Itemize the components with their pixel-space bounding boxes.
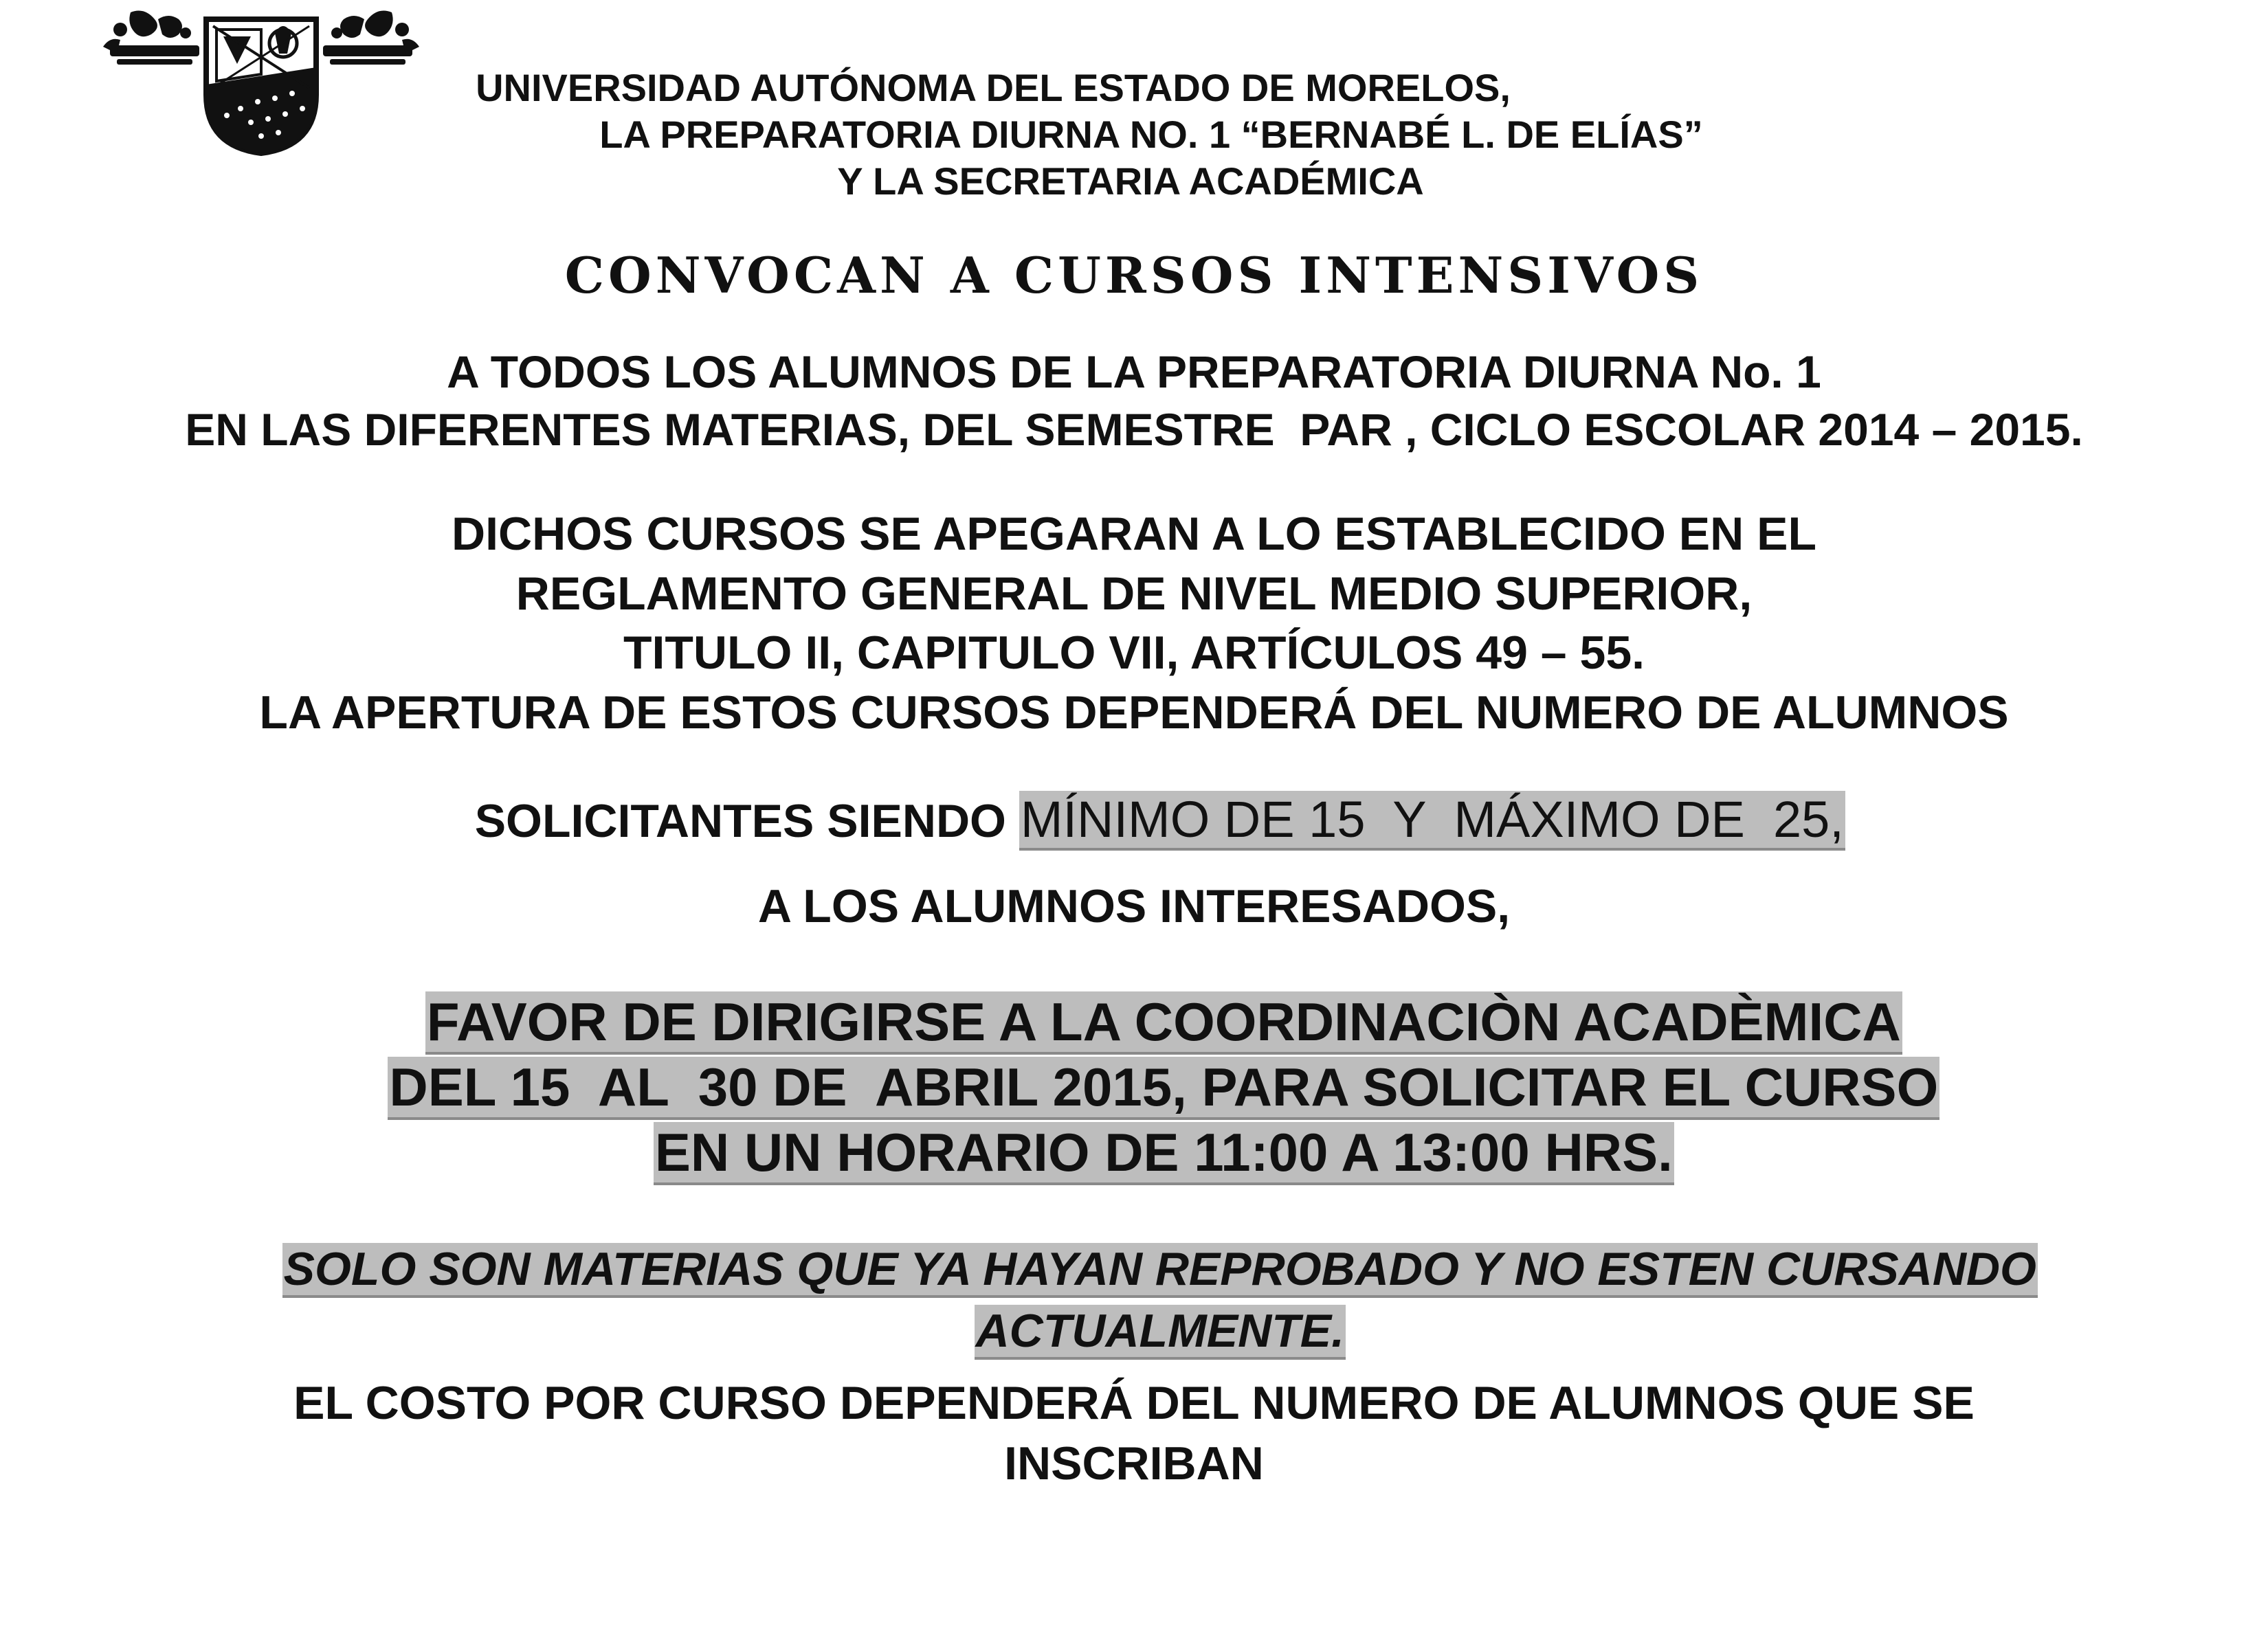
note-highlight-1: SOLO SON MATERIAS QUE YA HAYAN REPROBADO Y NO ESTEN CURSANDO bbox=[283, 1243, 2036, 1295]
header-line-1: UNIVERSIDAD AUTÓNOMA DEL ESTADO DE MORELOS, bbox=[476, 66, 1511, 109]
header-line-2: LA PREPARATORIA DIURNA NO. 1 “BERNABÉ L. DE ELÍAS” bbox=[599, 113, 1703, 156]
min-max-highlight: MÍNIMO DE 15 Y MÁXIMO DE 25, bbox=[1020, 791, 1844, 848]
rules-line-5 bbox=[0, 748, 2268, 892]
ornament-left bbox=[103, 11, 199, 65]
rules-line-3: TITULO II, CAPITULO VII, ARTÍCULOS 49 – 55. bbox=[623, 627, 1645, 679]
rules-line-2: REGLAMENTO GENERAL DE NIVEL MEDIO SUPERIOR, bbox=[515, 568, 1753, 620]
rules-line-5-prefix: SOLICITANTES SIENDO bbox=[474, 795, 1019, 847]
audience-line-1: A TODOS LOS ALUMNOS DE LA PREPARATORIA DIURNA No. 1 bbox=[447, 346, 1821, 397]
coordination-highlight: FAVOR DE DIRIGIRSE A LA COORDINACIÒN ACADÈMICA bbox=[426, 991, 1901, 1052]
rules-line-1: DICHOS CURSOS SE APEGARAN A LO ESTABLECIDO EN EL bbox=[451, 508, 1816, 560]
header-line-3: Y LA SECRETARIA ACADÉMICA bbox=[837, 159, 1424, 203]
shield bbox=[206, 19, 316, 153]
dates-highlight: DEL 15 AL 30 DE ABRIL 2015, PARA SOLICITAR EL CURSO bbox=[389, 1057, 1939, 1117]
note-highlight-2: ACTUALMENTE. bbox=[975, 1305, 1344, 1357]
rules-line-4: LA APERTURA DE ESTOS CURSOS DEPENDERÁ DEL NUMERO DE ALUMNOS bbox=[259, 686, 2009, 739]
cost-line-2: INSCRIBAN bbox=[1004, 1437, 1264, 1490]
audience-line-2: EN LAS DIFERENTES MATERIAS, DEL SEMESTRE PAR , CICLO ESCOLAR 2014 – 2015. bbox=[185, 404, 2083, 455]
page-title: CONVOCAN A CURSOS INTENSIVOS bbox=[564, 246, 1704, 304]
cost-line-1: EL COSTO POR CURSO DEPENDERÁ DEL NUMERO DE ALUMNOS QUE SE bbox=[293, 1377, 1975, 1429]
schedule-highlight: EN UN HORARIO DE 11:00 A 13:00 HRS. bbox=[654, 1122, 1673, 1182]
interested-line-1: A LOS ALUMNOS INTERESADOS, bbox=[757, 880, 1511, 932]
ornament-right bbox=[323, 11, 419, 65]
